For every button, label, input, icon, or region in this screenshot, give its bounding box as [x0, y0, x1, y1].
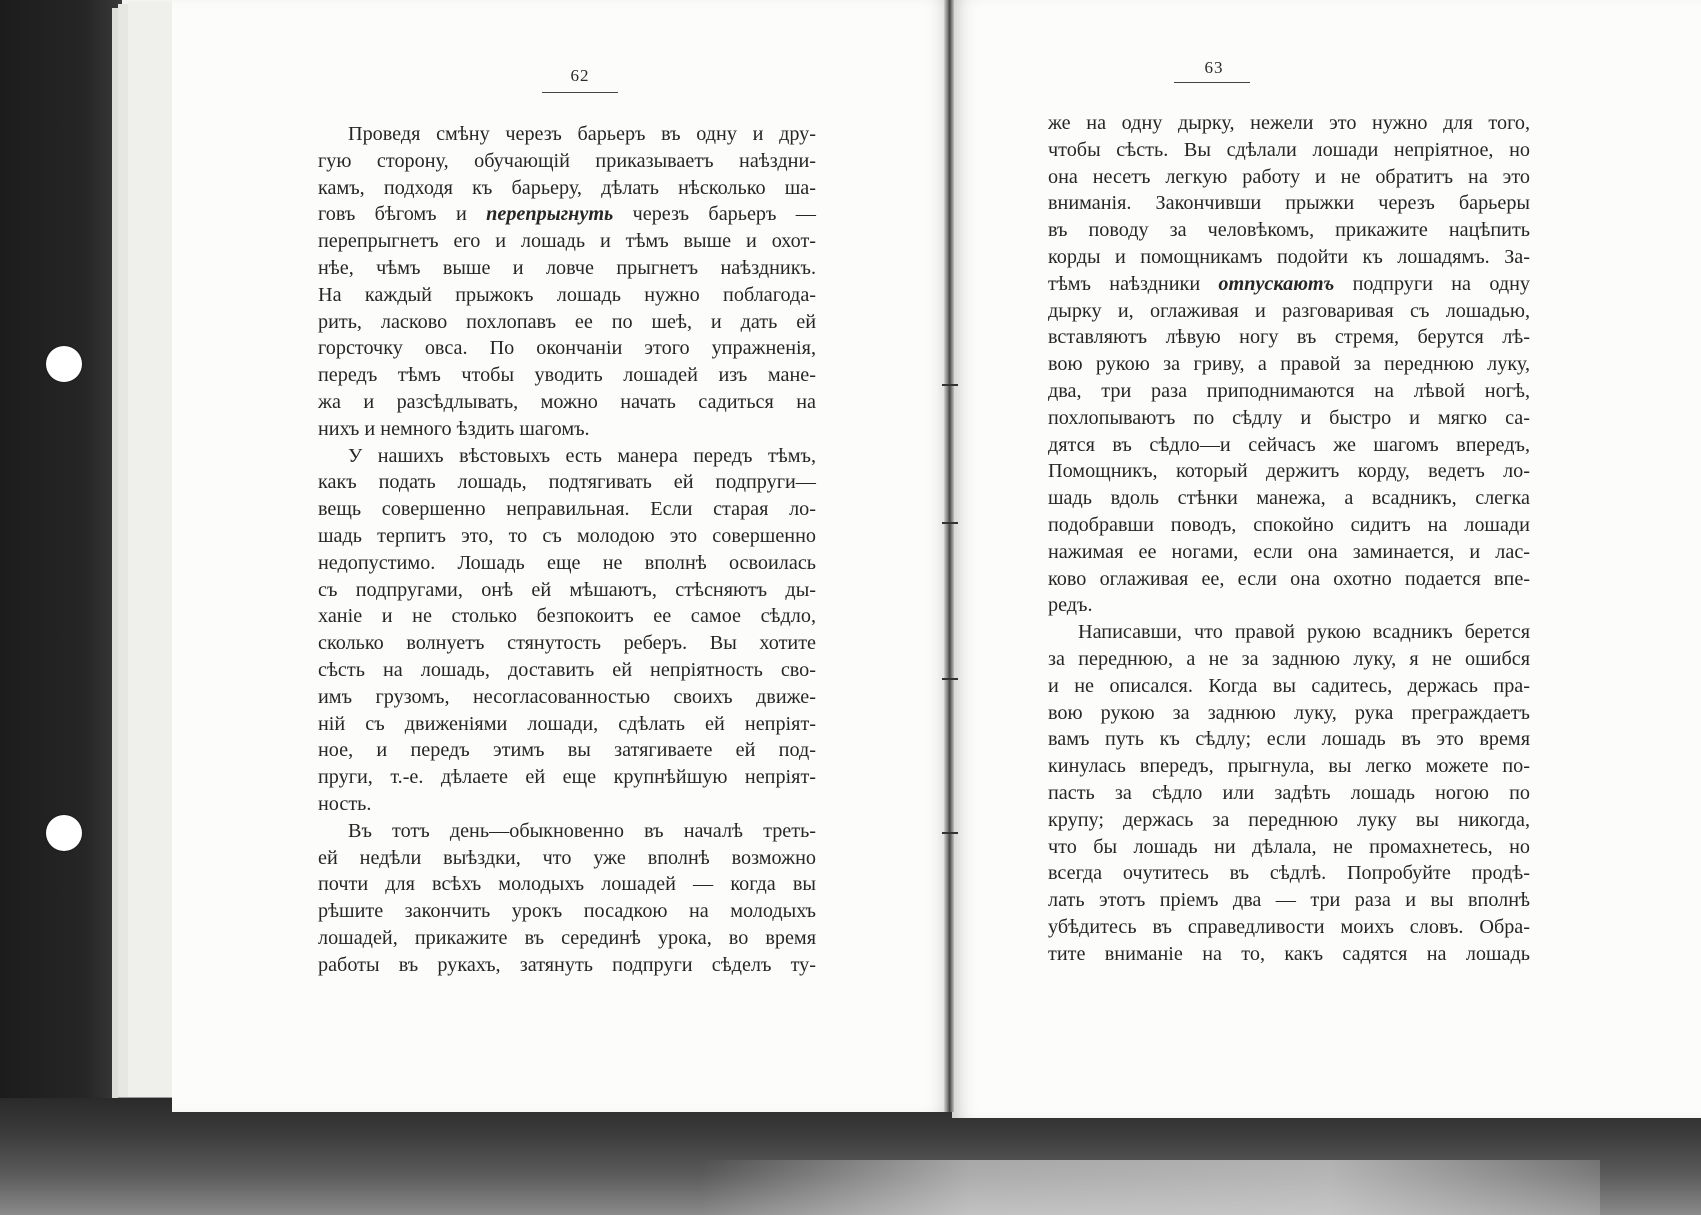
text-line: почти для всѣхъ молодыхъ лошадей — когда вы — [318, 873, 816, 896]
text-line: У нашихъ вѣстовыхъ есть манера передъ тѣмъ, — [348, 444, 816, 467]
text-line: гую сторону, обучающій приказываетъ наѣздни- — [318, 149, 816, 172]
text-line: корды и помощникамъ подойти къ лошадямъ. За- — [1048, 245, 1530, 268]
text-line: ность. — [318, 792, 372, 815]
text-line: лать этотъ пріемъ два — три раза и вы вполнѣ — [1048, 889, 1530, 912]
text-line: вою рукою за заднюю луку, рука преграждаетъ — [1048, 701, 1530, 724]
text-line: передъ тѣмъ чтобы уводить лошадей изъ мане- — [318, 364, 816, 387]
punch-hole — [46, 815, 82, 851]
text-line: чтобы сѣсть. Вы сдѣлали лошади непріятное, но — [1048, 138, 1530, 161]
binding-stitch — [942, 678, 958, 680]
text-line: пасть за сѣдло или задѣть лошадь ногою по — [1048, 781, 1530, 804]
text-line: Написавши, что правой рукою всадникъ берется — [1078, 621, 1530, 644]
punch-hole — [46, 346, 82, 382]
text-line: шадь терпитъ это, то съ молодою это совершенно — [318, 524, 816, 547]
text-line: съ подпругами, онѣ ей мѣшаютъ, стѣсняютъ ды- — [318, 578, 816, 601]
text-line: тите вниманіе на то, какъ садятся на лошадь — [1048, 942, 1530, 965]
text-segment: говъ бѣгомъ и — [318, 203, 487, 226]
text-line: нѣе, чѣмъ выше и ловче прыгнетъ наѣздникъ. — [318, 256, 816, 279]
left-page-text — [318, 121, 816, 979]
text-segment: подпруги на одну — [1334, 272, 1530, 295]
text-line: Проведя смѣну черезъ барьеръ въ одну и дру- — [348, 123, 816, 145]
text-line: подобравши поводъ, спокойно сидитъ на лошади — [1048, 513, 1530, 536]
text-line: дятся въ сѣдло—и сейчасъ же шагомъ впередъ, — [1048, 433, 1530, 456]
text-line: нихъ и немного ѣздить шагомъ. — [318, 417, 590, 440]
text-line: работы въ рукахъ, затянуть подпруги сѣделъ ту- — [318, 953, 816, 976]
emphasized-word: перепрыгнуть — [486, 203, 614, 226]
text-line: шадь вдоль стѣнки манежа, а всадникъ, слегка — [1048, 487, 1530, 510]
text-line: Въ тотъ день—обыкновенно въ началѣ треть- — [348, 819, 816, 842]
text-line: горсточку овса. По окончаніи этого упражненія, — [318, 337, 816, 360]
text-line: редъ. — [1048, 594, 1093, 617]
text-line: за переднюю, а не за заднюю луку, я не ошибся — [1048, 647, 1530, 670]
right-page — [952, 0, 1701, 1118]
text-line: дырку и, оглаживая и разговаривая съ лошадью, — [1048, 299, 1530, 322]
text-line: что бы лошадь ни дѣлала, не промахнетесь, но — [1048, 835, 1530, 858]
text-line: лошадей, прикажите въ серединѣ урока, во время — [318, 926, 816, 949]
text-line: въ поводу за человѣкомъ, прикажите нацѣпить — [1048, 219, 1530, 242]
text-line: крупу; держась за переднюю луку вы никогда, — [1048, 808, 1530, 831]
binding-stitch — [942, 384, 958, 386]
text-line: перепрыгнетъ его и лошадь и тѣмъ выше и охот- — [318, 230, 816, 253]
text-line: кинулась впередъ, прыгнула, вы легко можете по- — [1048, 755, 1530, 778]
text-line: вещь совершенно неправильная. Если старая ло- — [318, 498, 816, 521]
left-page — [172, 0, 952, 1112]
text-line: всегда очутитесь въ сѣдлѣ. Попробуйте продѣ- — [1048, 862, 1530, 885]
text-segment: тѣмъ наѣздники — [1048, 272, 1219, 295]
text-line: вставляютъ лѣвую ногу въ стремя, берутся лѣ- — [1048, 326, 1530, 349]
text-line: рить, ласково похлопавъ ее по шеѣ, и дать ей — [318, 310, 816, 333]
book-spine — [944, 0, 954, 1112]
text-line: ханіе и не столько безпокоитъ ее самое сѣдло, — [318, 605, 816, 628]
page-number-rule — [542, 92, 618, 93]
scanner-glare — [700, 1160, 1600, 1215]
text-line: убѣдитесь въ справедливости моихъ словъ. Обра- — [1048, 915, 1530, 938]
page-number-left: 62 — [570, 66, 590, 85]
text-line: нажимая ее ногами, если она заминается, и лас- — [1048, 540, 1530, 563]
scanner-background-left — [0, 0, 122, 1215]
text-line: вамъ путь къ сѣдлу; если лошадь въ это время — [1048, 728, 1530, 751]
text-line — [1048, 271, 1530, 298]
text-line: какъ подать лошадь, подтягивать ей подпруги— — [318, 471, 816, 494]
text-line: ей недѣли выѣздки, что уже вполнѣ возможно — [318, 846, 816, 869]
text-line: Помощникъ, который держитъ корду, ведетъ ло- — [1048, 460, 1530, 483]
text-line: камъ, подходя къ барьеру, дѣлать нѣсколько ша- — [318, 176, 816, 199]
text-line: же на одну дырку, нежели это нужно для того, — [1048, 112, 1530, 134]
text-line: вниманія. Закончивши прыжки черезъ барьеры — [1048, 192, 1530, 215]
text-line: два, три раза приподнимаются на лѣвой ногѣ, — [1048, 379, 1530, 402]
text-line: сѣсть на лошадь, доставить ей непріятность сво- — [318, 658, 816, 681]
page-number-right: 63 — [1204, 58, 1224, 77]
text-line: ній съ движеніями лошади, сдѣлать ей непріят- — [318, 712, 816, 735]
text-line: жа и разсѣдлывать, можно начать садиться на — [318, 390, 816, 413]
emphasized-word: отпускаютъ — [1218, 272, 1335, 295]
text-segment: черезъ барьеръ — — [613, 203, 816, 226]
text-line: и не описался. Когда вы садитесь, держась пра- — [1048, 674, 1530, 697]
right-page-text — [1048, 110, 1530, 968]
text-line: недопустимо. Лошадь еще не вполнѣ освоилась — [318, 551, 816, 574]
binding-stitch — [942, 522, 958, 524]
text-line: вою рукою за гриву, а правой за переднюю луку, — [1048, 353, 1530, 376]
text-line: рѣшите закончить урокъ посадкою на молодыхъ — [318, 900, 816, 923]
text-line: имъ грузомъ, несогласованностью своихъ движе- — [318, 685, 816, 708]
text-line: похлопываютъ по сѣдлу и быстро и мягко са- — [1048, 406, 1530, 429]
page-number-rule — [1174, 82, 1250, 83]
text-line: На каждый прыжокъ лошадь нужно поблагода- — [318, 283, 816, 306]
text-line: пруги, т.-е. дѣлаете ей еще крупнѣйшую непріят- — [318, 766, 816, 789]
text-line: ково оглаживая ее, если она охотно подается впе- — [1048, 567, 1530, 590]
text-line: она несетъ легкую работу и не обратитъ на это — [1048, 165, 1530, 188]
text-line: сколько волнуетъ стянутость реберъ. Вы хотите — [318, 632, 816, 655]
text-line — [318, 201, 816, 228]
text-line: ное, и передъ этимъ вы затягиваете ей под- — [318, 739, 816, 762]
binding-stitch — [942, 832, 958, 834]
